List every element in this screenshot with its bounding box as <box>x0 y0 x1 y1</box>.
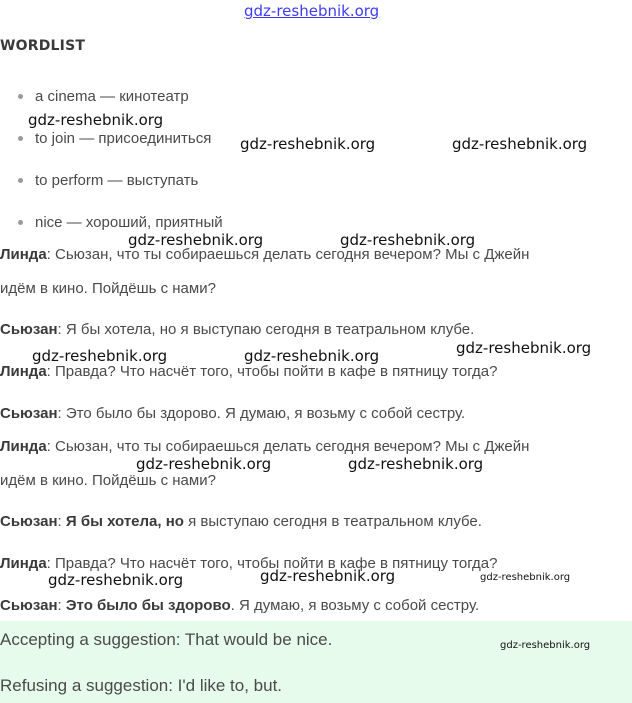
dialogue1-linda-line2 <box>0 280 216 297</box>
speech-text: идём в кино. Пойдёшь с нами? <box>0 472 216 489</box>
dialogue2-linda-line3: Линда: Правда? Что насчёт того, чтобы пойти в кафе в пятницу тогда? <box>0 555 498 572</box>
wordlist-item-text: to join — присоединиться <box>35 130 212 147</box>
accepting-phrase: Accepting a suggestion: That would be nice. <box>0 630 333 649</box>
wordlist-item-text: nice — хороший, приятный <box>35 214 223 231</box>
dialogue2-susan-line1: Сьюзан: Я бы хотела, но я выступаю сегодня в театральном клубе. <box>0 513 482 530</box>
watermark: gdz-reshebnik.org <box>48 571 184 589</box>
watermark: gdz-reshebnik.org <box>480 572 571 583</box>
bullet-icon <box>18 178 23 183</box>
dialogue1-linda-line1: Линда: Сьюзан, что ты собираешься делать сегодня вечером? Мы с Джейн <box>0 246 530 263</box>
wordlist-item <box>18 172 198 189</box>
dialogue2-susan-line2: Сьюзан: Это было бы здорово. Я думаю, я возьму с собой сестру. <box>0 597 480 614</box>
refusing-phrase: Refusing a suggestion: I'd like to, but. <box>0 676 283 695</box>
watermark-top[interactable]: gdz-reshebnik.org <box>244 2 380 20</box>
speaker-name: Линда <box>0 555 47 572</box>
speech-text: Сьюзан, что ты собираешься делать сегодня вечером? Мы с Джейн <box>55 438 530 455</box>
watermark: gdz-reshebnik.org <box>32 347 168 365</box>
bullet-icon <box>18 136 23 141</box>
wordlist-title: WORDLIST <box>0 38 86 54</box>
wordlist-item-text: a cinema — кинотеатр <box>35 88 189 105</box>
wordlist-item <box>18 214 223 231</box>
watermark: gdz-reshebnik.org <box>452 135 588 153</box>
speech-text: идём в кино. Пойдёшь с нами? <box>0 280 216 297</box>
bullet-icon <box>18 94 23 99</box>
watermark: gdz-reshebnik.org <box>456 339 592 357</box>
speech-text: Сьюзан, что ты собираешься делать сегодня вечером? Мы с Джейн <box>55 246 530 263</box>
speech-text: Это было бы здорово. Я думаю, я возьму с собой сестру. <box>65 405 466 422</box>
speech-text: Я думаю, я возьму с собой сестру. <box>239 597 480 614</box>
speaker-name: Сьюзан <box>0 405 58 422</box>
dialogue2-linda-line1: Линда: Сьюзан, что ты собираешься делать сегодня вечером? Мы с Джейн <box>0 438 530 455</box>
bullet-icon <box>18 220 23 225</box>
speech-text: я выступаю сегодня в театральном клубе. <box>188 513 482 530</box>
watermark: gdz-reshebnik.org <box>136 455 272 473</box>
watermark: gdz-reshebnik.org <box>500 640 591 651</box>
dialogue1-susan-line1: Сьюзан: Я бы хотела, но я выступаю сегодня в театральном клубе. <box>0 321 475 338</box>
watermark: gdz-reshebnik.org <box>348 455 484 473</box>
dialogue1-linda-line3: Линда: Правда? Что насчёт того, чтобы пойти в кафе в пятницу тогда? <box>0 363 498 380</box>
speaker-name: Линда <box>0 438 47 455</box>
speech-text: Правда? Что насчёт того, чтобы пойти в кафе в пятницу тогда? <box>55 555 498 572</box>
speech-text: Я бы хотела, но я выступаю сегодня в театральном клубе. <box>65 321 475 338</box>
speaker-name: Линда <box>0 363 47 380</box>
speaker-name: Сьюзан <box>0 513 58 530</box>
phrases-box <box>0 621 632 703</box>
highlight-phrase: Это было бы здорово <box>65 597 231 614</box>
wordlist-item <box>18 88 189 105</box>
speaker-name: Сьюзан <box>0 597 58 614</box>
speaker-name: Линда <box>0 246 47 263</box>
watermark: gdz-reshebnik.org <box>260 567 396 585</box>
watermark: gdz-reshebnik.org <box>244 347 380 365</box>
watermark: gdz-reshebnik.org <box>340 231 476 249</box>
speech-text: Правда? Что насчёт того, чтобы пойти в кафе в пятницу тогда? <box>55 363 498 380</box>
watermark: gdz-reshebnik.org <box>240 135 376 153</box>
watermark: gdz-reshebnik.org <box>28 111 164 129</box>
speaker-name: Сьюзан <box>0 321 58 338</box>
dialogue2-linda-line2 <box>0 472 216 489</box>
wordlist-item-text: to perform — выступать <box>35 172 199 189</box>
dialogue1-susan-line2: Сьюзан: Это было бы здорово. Я думаю, я возьму с собой сестру. <box>0 405 466 422</box>
watermark: gdz-reshebnik.org <box>128 231 264 249</box>
wordlist-item <box>18 130 211 147</box>
highlight-phrase: Я бы хотела, но <box>65 513 184 530</box>
